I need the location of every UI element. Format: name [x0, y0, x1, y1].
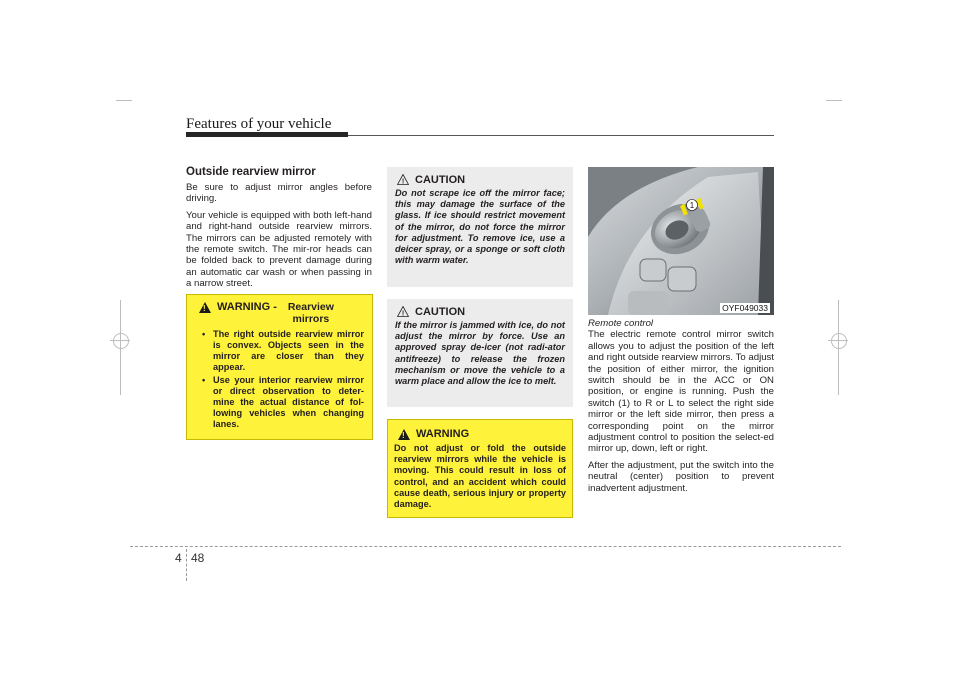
crop-mark: [826, 100, 842, 101]
warning-text: Do not adjust or fold the outside rearview mirrors while the vehicle is moving. This could result in loss of control, and an accident which could cause death, serious injury or property damage.: [394, 443, 566, 510]
footer-rule: [130, 546, 841, 547]
warning-icon: [199, 302, 211, 313]
warning-box-rearview: [186, 294, 373, 440]
mirror-switch-photo: [588, 167, 774, 315]
warning-list: [195, 329, 364, 430]
list-item: • The right outside rearview mirror is convex. Objects seen in the mirror are closer than they appear.: [195, 329, 364, 373]
paragraph: Be sure to adjust mirror angles before driving.: [186, 182, 372, 205]
warning-subject: Rearview mirrors: [287, 301, 334, 325]
warning-label: WARNING -: [217, 301, 277, 313]
callout-number: 1: [689, 201, 695, 210]
svg-text:!: !: [401, 310, 405, 317]
paragraph: The electric remote control mirror switch allows you to adjust the position of the left and right outside rearview mirrors. To adjust the position of either mirror, the ignition switch should be in the ACC or ON position, or engine is running. Push the switch (1) to R or L to select the right side mirror or the left side mirror, then press a corresponding point on the mirror adjustment control to position the select-ed mirror up, down, left or right.: [588, 329, 774, 455]
caution-box-jammed: [387, 299, 573, 407]
warning-icon: [398, 429, 410, 440]
caution-icon: [397, 306, 409, 317]
paragraph: After the adjustment, put the switch into the neutral (center) position to prevent inadvertent adjustment.: [588, 459, 774, 494]
warning-label: WARNING: [416, 428, 470, 440]
section-body: [186, 182, 372, 295]
section-title: Outside rearview mirror: [186, 166, 316, 178]
caution-icon: [397, 174, 409, 185]
header-rule-thin: [348, 135, 774, 136]
caution-label: CAUTION: [415, 306, 466, 318]
list-item: • Use your interior rearview mirror or direct observation to deter-mine the actual distance of fol-lowing vehicles when changing lanes.: [195, 375, 364, 430]
registration-circle: [831, 333, 847, 349]
crop-mark: [116, 100, 132, 101]
caution-box-ice-scrape: [387, 167, 573, 287]
header-rule-thick: [186, 132, 348, 137]
warning-header: [195, 301, 364, 325]
remote-control-section: [588, 318, 774, 499]
svg-text:!: !: [401, 178, 405, 185]
header-title: Features of your vehicle: [186, 116, 332, 132]
caution-label: CAUTION: [415, 174, 466, 186]
page-number: 48: [191, 551, 205, 565]
registration-circle: [113, 333, 129, 349]
remote-control-title: Remote control: [588, 318, 654, 329]
warning-box-fold: [387, 419, 573, 518]
mirror-switch-illustration: [588, 167, 774, 315]
caution-text: Do not scrape ice off the mirror face; this may damage the surface of the glass. If ice should restrict movement of the mirror, do not force the mirror for adjustment. To remove ice, use a deicer spray, or a sponge or soft cloth with warm water.: [395, 188, 565, 266]
page-number-separator: [186, 549, 187, 581]
warning-header: [394, 428, 566, 440]
chapter-number: 4: [175, 551, 182, 565]
caution-header: [395, 174, 565, 186]
paragraph: Your vehicle is equipped with both left-hand and right-hand outside rearview mirrors. The mirrors can be adjusted remotely with the remote switch. The mir-ror heads can be folded back to prevent damage during an automatic car wash or when passing in a narrow street.: [186, 209, 372, 290]
figure-code: OYF049033: [722, 303, 768, 313]
caution-text: If the mirror is jammed with ice, do not adjust the mirror by force. Use an approved spray de-icer (not radi-ator antifreeze) to release the frozen mechanism or move the vehicle to a warm place and allow the ice to melt.: [395, 320, 565, 387]
caution-header: [395, 306, 565, 318]
